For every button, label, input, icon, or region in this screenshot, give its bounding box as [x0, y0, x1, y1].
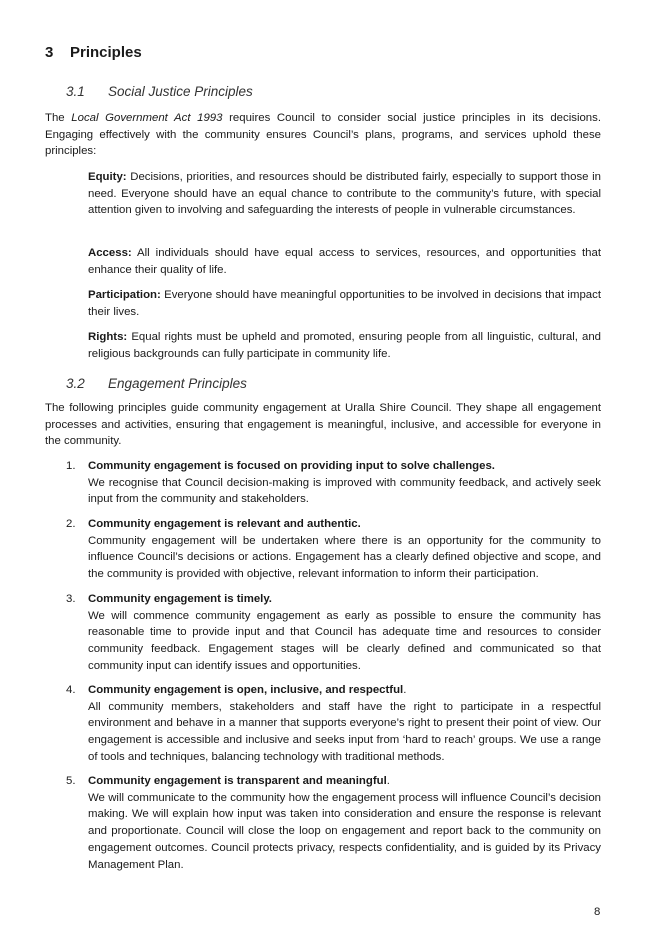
section-heading	[45, 44, 142, 61]
title-trail: .	[403, 684, 407, 696]
engagement-principle-4	[66, 682, 601, 766]
engagement-principle-3	[66, 591, 601, 675]
subsection-heading-engagement	[66, 376, 247, 391]
principle-description: We recognise that Council decision-making is improved with community feedback, and actively seek input from the community and stakeholders.	[88, 476, 601, 506]
principle-term: Participation:	[88, 289, 161, 301]
principle-text: Decisions, priorities, and resources should be distributed fairly, especially to support those in need. Everyone should have an equal chance to contribute to the community’s future, with special attention given to involving and safeguarding the interests of people in vulnerable circumstances.	[88, 171, 601, 217]
subsection-number: 3.2	[66, 376, 85, 391]
principle-title: Community engagement is relevant and authentic.	[88, 518, 361, 530]
list-number: 5.	[66, 775, 76, 787]
list-number: 1.	[66, 460, 76, 472]
principle-title: Community engagement is transparent and meaningful	[88, 775, 387, 787]
list-number: 2.	[66, 518, 76, 530]
principle-description: We will communicate to the community how the engagement process will influence Council’s decision making. We will explain how input was taken into consideration and ensure the response is relevant and proportionate. Council will close the loop on engagement and report back to the community on engagement outcomes. Council protects privacy, respects confidentiality, and is guided by its Privacy Management Plan.	[88, 791, 601, 871]
subsection-heading-social-justice	[66, 84, 253, 99]
engagement-principle-2	[66, 516, 601, 583]
principle-description: All community members, stakeholders and staff have the right to participate in a respectful environment and behave in a manner that supports everyone’s right to present their point of view. Our engagement is accessible and inclusive and seeks input from ‘hard to reach’ groups. We use a range of tools and techniques, balancing technology with traditional methods.	[88, 700, 601, 763]
engagement-intro: The following principles guide community engagement at Uralla Shire Council. They shape all engagement processes and activities, ensuring that engagement is meaningful, inclusive, and accessible for everyone in the community.	[45, 402, 601, 448]
principle-description: We will commence community engagement as early as possible to ensure the community has reasonable time to provide input and that Council has adequate time and resources to consider community feedback. Engagement stages will be clearly defined and communicated so that community input can identify issues and opportunities.	[88, 609, 601, 672]
principle-equity	[88, 169, 601, 219]
subsection-number: 3.1	[66, 84, 85, 99]
list-number: 4.	[66, 684, 76, 696]
intro-paragraph	[45, 110, 601, 160]
principle-title: Community engagement is timely.	[88, 593, 272, 605]
principle-access	[88, 245, 601, 278]
principle-text: Equal rights must be upheld and promoted, ensuring people from all linguistic, cultural, and religious backgrounds can fully participate in community life.	[88, 331, 601, 360]
subsection-title: Social Justice Principles	[108, 84, 253, 99]
section-title: Principles	[70, 44, 142, 61]
principle-text: Everyone should have meaningful opportunities to be involved in decisions that impact their lives.	[88, 289, 601, 318]
engagement-principle-1	[66, 458, 601, 508]
page-number: 8	[594, 906, 601, 918]
principle-text: All individuals should have equal access to services, resources, and opportunities that enhance their quality of life.	[88, 247, 601, 276]
principle-title: Community engagement is open, inclusive, and respectful	[88, 684, 404, 696]
principle-term: Rights:	[88, 331, 128, 343]
title-trail: .	[386, 775, 390, 787]
subsection-title: Engagement Principles	[108, 376, 247, 391]
principle-term: Access:	[88, 247, 132, 259]
list-number: 3.	[66, 593, 76, 605]
principle-title: Community engagement is focused on providing input to solve challenges.	[88, 460, 495, 472]
intro-text-post: requires Council to consider social justice principles in its decisions. Engaging effectively with the community ensures Council’s plans, programs, and services uphold these principles:	[45, 112, 601, 158]
act-name: Local Government Act 1993	[71, 112, 223, 124]
principle-description: Community engagement will be undertaken where there is an opportunity for the community to influence Council’s decisions or actions. Engagement has a clearly defined objective and scope, and the community is provided with objective, relevant information to inform their participation.	[88, 534, 601, 581]
principle-term: Equity:	[88, 171, 127, 183]
intro-text-pre: The	[45, 112, 72, 124]
principle-participation	[88, 287, 601, 320]
engagement-principle-5	[66, 773, 601, 873]
section-number: 3	[45, 44, 54, 61]
principle-rights	[88, 329, 601, 362]
